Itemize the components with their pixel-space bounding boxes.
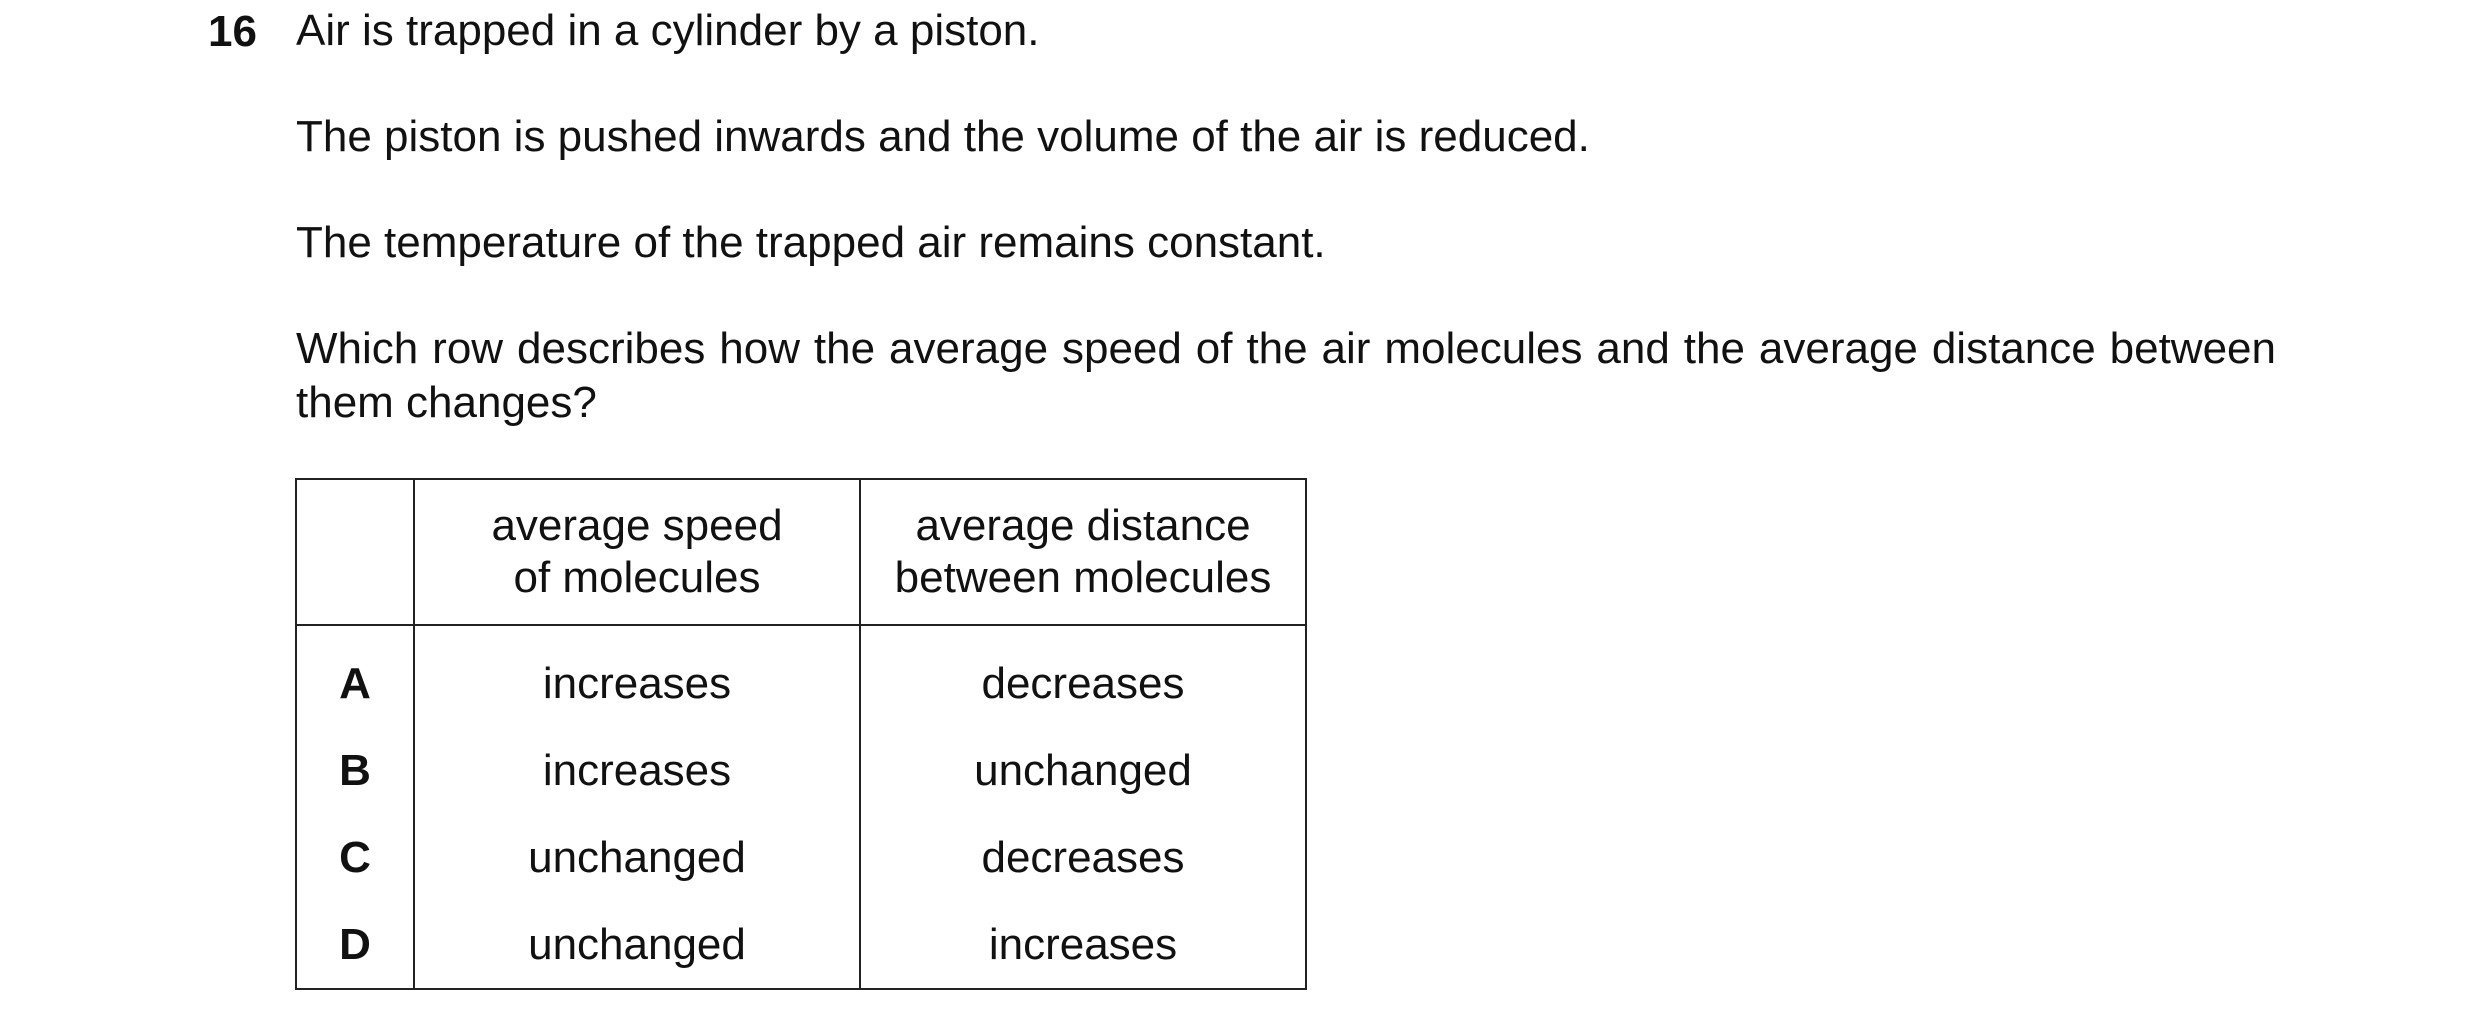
question-number: 16 bbox=[208, 7, 257, 56]
option-distance: decreases bbox=[860, 814, 1306, 901]
option-distance: decreases bbox=[860, 625, 1306, 727]
table-row bbox=[296, 814, 1306, 901]
option-speed: increases bbox=[414, 625, 860, 727]
option-letter: D bbox=[296, 901, 414, 989]
question-paragraph-2: The piston is pushed inwards and the volume of the air is reduced. bbox=[296, 112, 1590, 161]
question-paragraph-3: The temperature of the trapped air remains constant. bbox=[296, 218, 1326, 267]
option-distance: unchanged bbox=[860, 727, 1306, 814]
question-prompt: Which row describes how the average speed of the air molecules and the average distance between them changes? bbox=[296, 324, 2276, 427]
option-speed: increases bbox=[414, 727, 860, 814]
option-letter: B bbox=[296, 727, 414, 814]
table-header-row bbox=[296, 479, 1306, 625]
question-paragraph-1: Air is trapped in a cylinder by a piston. bbox=[296, 6, 1040, 55]
header-distance-line-2: between molecules bbox=[894, 553, 1272, 602]
header-average-speed bbox=[414, 479, 860, 625]
answer-options-table bbox=[295, 478, 1307, 990]
option-distance: increases bbox=[860, 901, 1306, 989]
option-letter: A bbox=[296, 625, 414, 727]
table-row bbox=[296, 625, 1306, 727]
header-speed-line-2: of molecules bbox=[513, 553, 761, 602]
header-distance-line-1: average distance bbox=[915, 501, 1251, 550]
header-average-distance bbox=[860, 479, 1306, 625]
table-row bbox=[296, 727, 1306, 814]
header-blank-cell bbox=[296, 479, 414, 625]
option-speed: unchanged bbox=[414, 901, 860, 989]
header-speed-line-1: average speed bbox=[491, 501, 783, 550]
option-speed: unchanged bbox=[414, 814, 860, 901]
option-letter: C bbox=[296, 814, 414, 901]
table-row bbox=[296, 901, 1306, 989]
